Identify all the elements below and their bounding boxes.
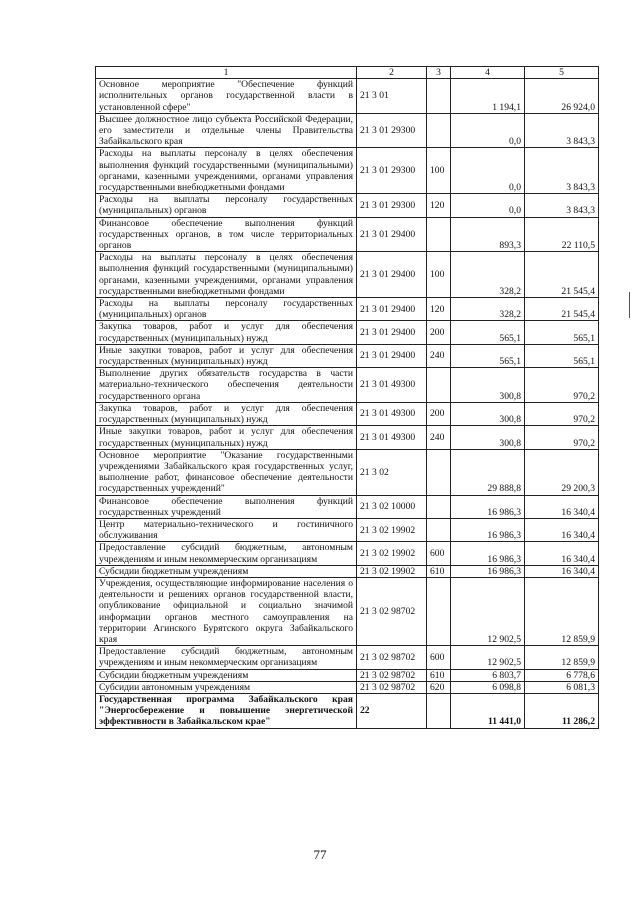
row-code: 21 3 01 29400 [357,344,427,367]
row-value-1: 300,8 [451,368,525,403]
row-value-1: 6 803,7 [451,669,525,681]
row-code: 21 3 01 [357,79,427,114]
row-value-1: 300,8 [451,426,525,449]
row-value-1: 565,1 [451,344,525,367]
table-row [96,113,599,148]
row-expense-type [427,79,451,114]
table-row [96,449,599,495]
table-row [96,148,599,194]
row-name: Закупка товаров, работ и услуг для обеспечения государственных (муниципальных) нужд [96,402,357,425]
table-row [96,681,599,693]
row-value-2: 16 340,4 [525,542,599,565]
row-value-2: 11 286,2 [525,693,599,728]
row-expense-type [427,449,451,495]
row-value-2: 3 843,3 [525,113,599,148]
row-name: Центр материально-технического и гостиничного обслуживания [96,518,357,541]
row-expense-type: 600 [427,646,451,669]
table-row [96,577,599,645]
table-row [96,217,599,252]
row-name: Расходы на выплаты персоналу государственных (муниципальных) органов [96,298,357,321]
table-row [96,321,599,344]
table-row [96,693,599,728]
row-value-2: 6 778,6 [525,669,599,681]
row-value-1: 1 194,1 [451,79,525,114]
row-expense-type: 620 [427,681,451,693]
row-value-2: 22 110,5 [525,217,599,252]
row-name: Иные закупки товаров, работ и услуг для обеспечения государственных (муниципальных) нужд [96,344,357,367]
row-code: 21 3 02 98702 [357,681,427,693]
table-row [96,344,599,367]
row-name: Основное мероприятие "Оказание государственными учреждениями Забайкальского края государственных услуг, выполнение работ, финансовое обеспечение деятельности государственных учреждений" [96,449,357,495]
row-value-1: 29 888,8 [451,449,525,495]
budget-table [95,66,599,729]
row-value-2: 565,1 [525,321,599,344]
row-value-1: 16 986,3 [451,495,525,518]
row-name: Финансовое обеспечение выполнения функций государственных учреждений [96,495,357,518]
table-row [96,79,599,114]
row-value-2: 970,2 [525,426,599,449]
table-body [96,79,599,728]
row-code: 21 3 02 19902 [357,518,427,541]
table-header-row [96,67,599,79]
row-expense-type: 240 [427,426,451,449]
row-value-1: 12 902,5 [451,577,525,645]
table-row [96,646,599,669]
row-code: 21 3 01 29400 [357,252,427,298]
row-name: Предоставление субсидий бюджетным, автономным учреждениям и иным некоммерческим организациям [96,646,357,669]
header-col-4: 4 [451,67,525,79]
row-name: Учреждения, осуществляющие информирование населения о деятельности и решениях органов государственной власти, опубликование официальной и социально значимой информации органов местного самоуправления на территории Агинского Бурятского округа Забайкальского края [96,577,357,645]
row-expense-type: 120 [427,194,451,217]
row-code: 21 3 01 29300 [357,148,427,194]
table-row [96,542,599,565]
row-value-1: 16 986,3 [451,542,525,565]
row-value-1: 565,1 [451,321,525,344]
row-expense-type: 610 [427,565,451,577]
row-value-2: 970,2 [525,368,599,403]
row-expense-type: 610 [427,669,451,681]
table-row [96,252,599,298]
row-name: Субсидии бюджетным учреждениям [96,565,357,577]
table-row [96,368,599,403]
row-name: Расходы на выплаты персоналу в целях обеспечения выполнения функций государственными (муниципальными) органами, казенными учреждениями, органами управления государственными внебюджетными фондами [96,148,357,194]
table-row [96,194,599,217]
row-expense-type [427,577,451,645]
row-value-2: 16 340,4 [525,518,599,541]
row-code: 21 3 02 [357,449,427,495]
row-value-1: 6 098,8 [451,681,525,693]
row-name: Субсидии бюджетным учреждениям [96,669,357,681]
row-expense-type [427,113,451,148]
row-value-2: 21 545,4 [525,298,599,321]
row-value-1: 328,2 [451,252,525,298]
row-value-1: 11 441,0 [451,693,525,728]
row-name: Иные закупки товаров, работ и услуг для обеспечения государственных (муниципальных) нужд [96,426,357,449]
row-value-2: 12 859,9 [525,646,599,669]
row-value-2: 6 081,3 [525,681,599,693]
table-row [96,669,599,681]
row-name: Основное мероприятие "Обеспечение функций исполнительных органов государственной власти в установленной сфере" [96,79,357,114]
row-expense-type [427,495,451,518]
row-code: 21 3 01 49300 [357,402,427,425]
row-value-2: 21 545,4 [525,252,599,298]
row-name: Государственная программа Забайкальского края "Энергосбережение и повышение энергетической эффективности в Забайкальском крае" [96,693,357,728]
table-row [96,565,599,577]
row-expense-type: 200 [427,402,451,425]
row-value-2: 26 924,0 [525,79,599,114]
row-value-2: 970,2 [525,402,599,425]
row-code: 21 3 01 49300 [357,426,427,449]
row-code: 21 3 01 29300 [357,113,427,148]
row-code: 21 3 02 10000 [357,495,427,518]
row-expense-type [427,217,451,252]
row-code: 21 3 01 29300 [357,194,427,217]
table-row [96,518,599,541]
header-col-1: 1 [96,67,357,79]
row-value-1: 300,8 [451,402,525,425]
margin-mark [629,292,630,318]
row-name: Расходы на выплаты персоналу государственных (муниципальных) органов [96,194,357,217]
row-name: Выполнение других обязательств государства в части материально-технического обеспечения деятельности государственного органа [96,368,357,403]
header-col-5: 5 [525,67,599,79]
row-name: Финансовое обеспечение выполнения функций государственных органов, в том числе территориальных органов [96,217,357,252]
row-code: 21 3 02 98702 [357,577,427,645]
row-name: Предоставление субсидий бюджетным, автономным учреждениям и иным некоммерческим организациям [96,542,357,565]
row-value-2: 16 340,4 [525,565,599,577]
row-expense-type: 240 [427,344,451,367]
row-expense-type: 100 [427,148,451,194]
row-value-2: 3 843,3 [525,194,599,217]
row-code: 21 3 02 19902 [357,565,427,577]
page-number: 77 [313,847,327,862]
table-row [96,495,599,518]
row-expense-type: 100 [427,252,451,298]
row-value-1: 12 902,5 [451,646,525,669]
row-code: 22 [357,693,427,728]
row-value-2: 3 843,3 [525,148,599,194]
row-code: 21 3 01 49300 [357,368,427,403]
row-value-2: 565,1 [525,344,599,367]
row-code: 21 3 01 29400 [357,321,427,344]
row-expense-type [427,368,451,403]
row-value-1: 328,2 [451,298,525,321]
row-value-1: 0,0 [451,148,525,194]
header-col-2: 2 [357,67,427,79]
row-expense-type: 600 [427,542,451,565]
row-expense-type [427,518,451,541]
row-value-2: 29 200,3 [525,449,599,495]
row-code: 21 3 02 98702 [357,646,427,669]
table-row [96,298,599,321]
row-value-2: 16 340,4 [525,495,599,518]
row-expense-type: 200 [427,321,451,344]
row-code: 21 3 01 29400 [357,298,427,321]
row-value-1: 893,3 [451,217,525,252]
row-code: 21 3 02 98702 [357,669,427,681]
table-row [96,426,599,449]
row-name: Закупка товаров, работ и услуг для обеспечения государственных (муниципальных) нужд [96,321,357,344]
row-value-1: 0,0 [451,113,525,148]
row-value-1: 16 986,3 [451,565,525,577]
row-value-2: 12 859,9 [525,577,599,645]
row-code: 21 3 02 19902 [357,542,427,565]
row-name: Расходы на выплаты персоналу в целях обеспечения выполнения функций государственными (муниципальными) органами, казенными учреждениями, органами управления государственными внебюджетными фондами [96,252,357,298]
row-name: Высшее должностное лицо субъекта Российской Федерации, его заместители и отдельные члены Правительства Забайкальского края [96,113,357,148]
row-expense-type [427,693,451,728]
row-name: Субсидии автономным учреждениям [96,681,357,693]
header-col-3: 3 [427,67,451,79]
row-value-1: 16 986,3 [451,518,525,541]
table-row [96,402,599,425]
row-code: 21 3 01 29400 [357,217,427,252]
row-expense-type: 120 [427,298,451,321]
row-value-1: 0,0 [451,194,525,217]
